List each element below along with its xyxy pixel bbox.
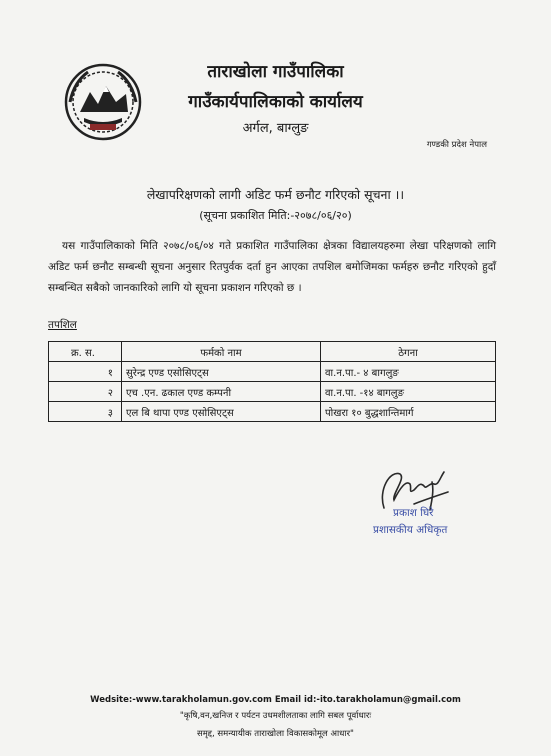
details-heading: तपशिल [48,319,77,331]
header-address: ठेगना [321,342,496,362]
office-location: अर्गल, बाग्लुङ [242,121,309,136]
office-name: गाउँकार्यपालिकाको कार्यालय [188,92,363,112]
row-serial: ३ [49,402,122,422]
table-row [49,362,496,382]
row-firm-name: सुरेन्द्र एण्ड एसोसिएट्स [122,362,321,382]
row-firm-name: एच .एन. ढकाल एण्ड कम्पनी [122,382,321,402]
header-firm-name: फर्मको नाम [122,342,321,362]
row-address: वा.न.पा. -१४ बागलुङ [321,382,496,402]
footer-slogan-line-2: समृद्द, समन्यायीक ताराखोला विकासकोमूल आधार" [197,729,354,739]
publish-date: (सूचना प्रकाशित मिति:-२०७८/०६/२०) [199,209,352,222]
row-firm-name: एल बि थापा एण्ड एसोसिएट्स [122,402,321,422]
signatory-name: प्रकाश घिरे [393,507,434,519]
table-row [49,402,496,422]
table-header-row [49,342,496,362]
footer-contact: Wedsite:-www.tarakholamun.gov.com Email id:-ito.tarakholamun@gmail.com [90,695,461,705]
row-serial: २ [49,382,122,402]
signatory-title: प्रशासकीय अधिकृत [373,524,448,536]
audit-firm-table [48,341,496,422]
municipality-name: ताराखोला गाउँपालिका [207,62,344,82]
row-address: वा.न.पा.- ४ बागलुङ [321,362,496,382]
row-address: पोखरा १० बुद्धशान्तिमार्ग [321,402,496,422]
notice-body: यस गाउँपालिकाको मिति २०७८/०६/०४ गते प्रकाशित गाउँपालिका क्षेत्रका विद्यालयहरुमा लेखा परिक्षणको लागि अडिट फर्म छनौट सम्बन्धी सूचना अनुसार रितपुर्वक दर्ता हुन आएका तपशिल बमोजिमका फर्महरु छनौट गरिएको हुदाँ सम्बन्धित सबैको जानकारिको लागि यो सूचना प्रकाशन गरिएको छ । [48,240,496,294]
row-serial: १ [49,362,122,382]
notice-title: लेखापरिक्षणको लागी अडिट फर्म छनौट गरिएको सूचना ।। [146,187,405,202]
table-row [49,382,496,402]
province-label: गण्डकी प्रदेश नेपाल [426,140,487,150]
footer-slogan-line-1: "कृषि,वन,खनिज र पर्यटन उधमशीलताका लागि सबल पूर्वाधारः [179,711,372,721]
header-serial: क्र. स. [49,342,122,362]
